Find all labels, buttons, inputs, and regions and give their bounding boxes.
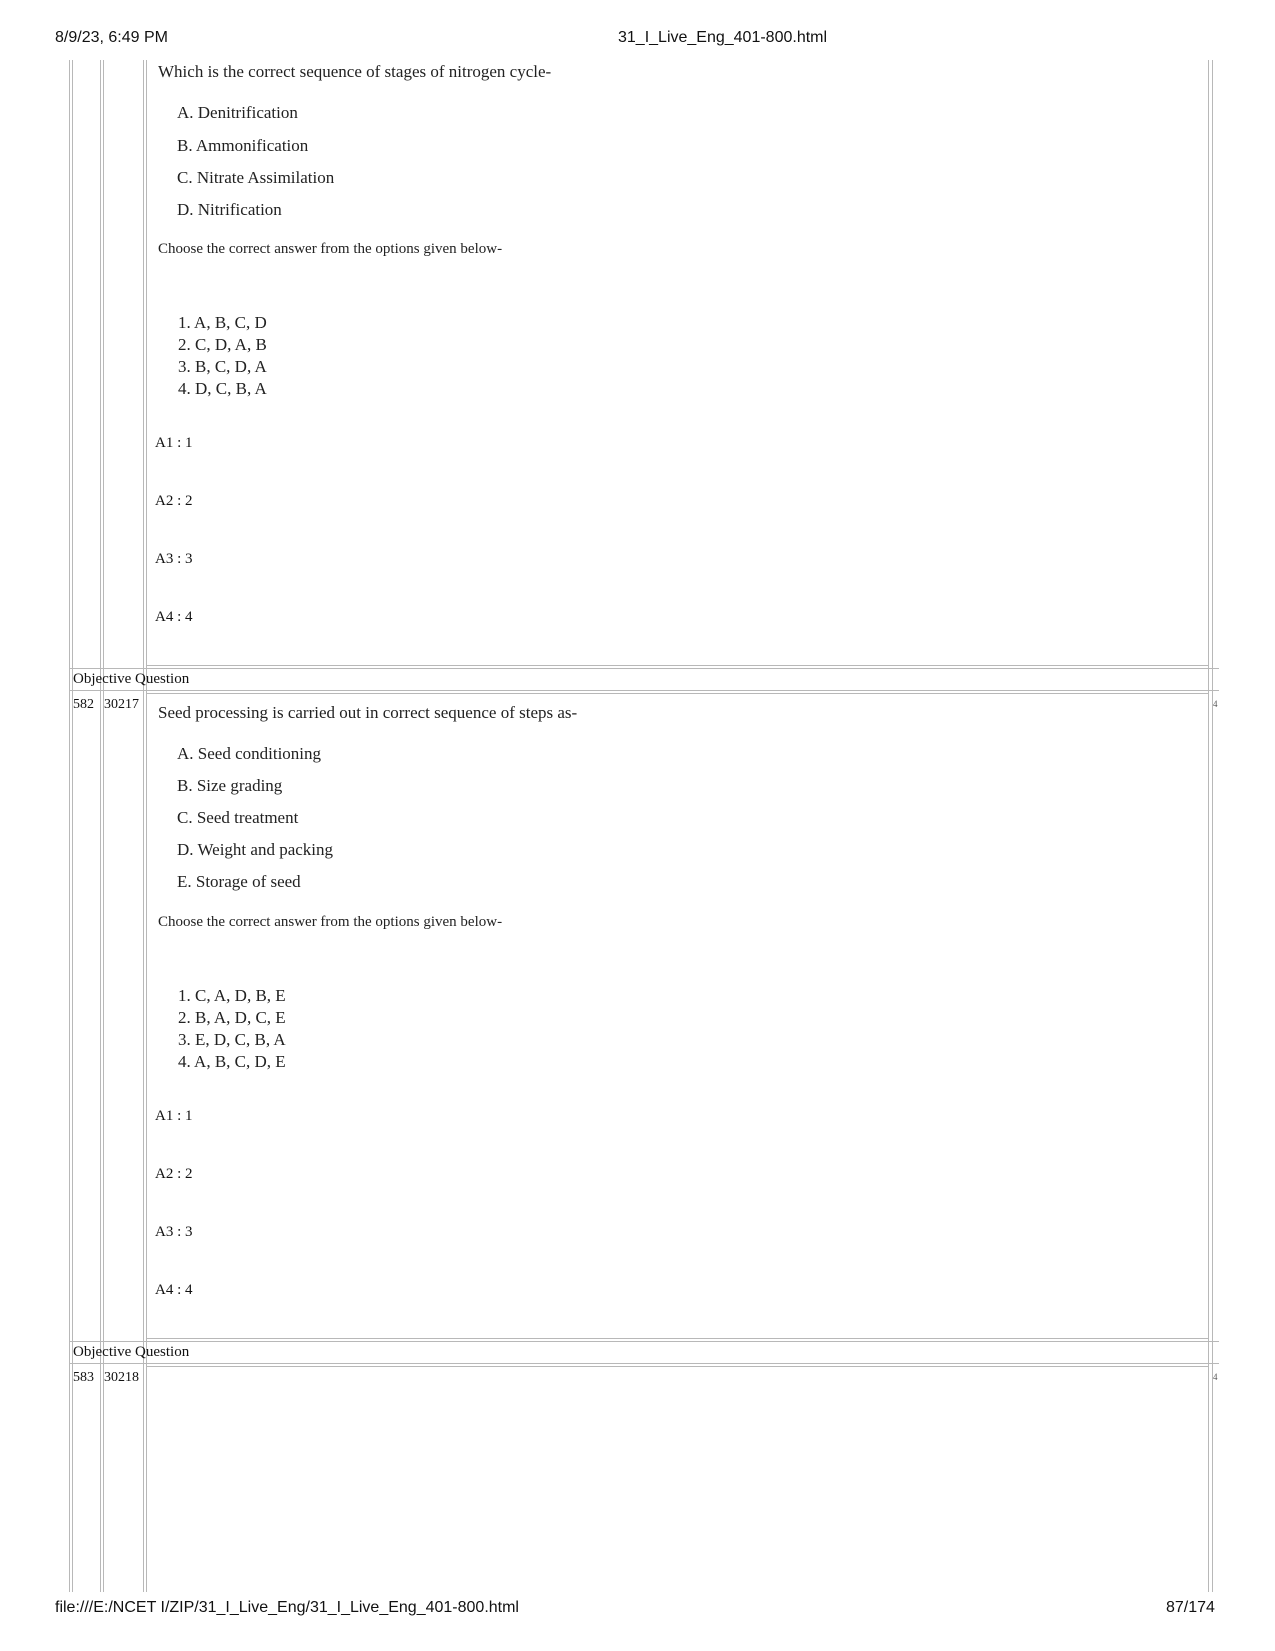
question-option: C. Seed treatment (177, 808, 299, 827)
answer-key: A4 : 4 (155, 1282, 193, 1298)
answer-key: A3 : 3 (155, 551, 193, 567)
question-option: D. Weight and packing (177, 840, 334, 859)
answer-choices-list (178, 312, 267, 400)
question-option: D. Nitrification (177, 200, 282, 219)
answer-choice: 3. E, D, C, B, A (178, 1030, 286, 1049)
row-divider-2 (69, 690, 1219, 691)
answer-key: A1 : 1 (155, 435, 193, 451)
edge-mark: 4 (1213, 1372, 1218, 1382)
edge-mark: 4 (1213, 699, 1218, 709)
question-option: E. Storage of seed (177, 872, 301, 891)
answer-key: A3 : 3 (155, 1224, 193, 1240)
row-divider-4 (69, 1363, 1219, 1364)
answer-key: A2 : 2 (155, 493, 193, 509)
row-divider-3b (69, 1341, 1219, 1342)
row-divider-2b (147, 693, 1208, 694)
instruction-text: Choose the correct answer from the options given below- (158, 914, 503, 930)
answer-choice: 1. A, B, C, D (178, 313, 267, 332)
question-option: A. Seed conditioning (177, 744, 322, 763)
section-label: Objective Question (73, 1344, 190, 1360)
question-option: A. Denitrification (177, 103, 298, 122)
answer-key: A1 : 1 (155, 1108, 193, 1124)
print-url: file:///E:/NCET I/ZIP/31_I_Live_Eng/31_I_Live_Eng_401-800.html (55, 1599, 519, 1616)
answer-choice: 4. A, B, C, D, E (178, 1052, 286, 1071)
question-serial: 583 (73, 1370, 94, 1385)
question-serial: 582 (73, 697, 94, 712)
question-id: 30218 (104, 1370, 139, 1385)
answer-choice: 2. C, D, A, B (178, 335, 267, 354)
instruction-text: Choose the correct answer from the options given below- (158, 241, 503, 257)
answer-choice: 1. C, A, D, B, E (178, 986, 286, 1005)
row-divider-1 (147, 665, 1208, 666)
section-label: Objective Question (73, 671, 190, 687)
question-option: B. Ammonification (177, 136, 309, 155)
question-text: Which is the correct sequence of stages of nitrogen cycle- (158, 62, 552, 81)
answer-choices-list (178, 985, 286, 1073)
page-number: 87/174 (1166, 1599, 1215, 1616)
answer-choice: 3. B, C, D, A (178, 357, 267, 376)
question-option: C. Nitrate Assimilation (177, 168, 335, 187)
print-title: 31_I_Live_Eng_401-800.html (618, 29, 828, 46)
print-datetime: 8/9/23, 6:49 PM (55, 29, 168, 46)
question-id: 30217 (104, 697, 139, 712)
answer-choice: 2. B, A, D, C, E (178, 1008, 286, 1027)
answer-choice: 4. D, C, B, A (178, 379, 267, 398)
row-divider-1b (69, 668, 1219, 669)
row-divider-4b (147, 1366, 1208, 1367)
question-option: B. Size grading (177, 776, 283, 795)
question-text: Seed processing is carried out in correct sequence of steps as- (158, 703, 578, 722)
answer-key: A2 : 2 (155, 1166, 193, 1182)
row-divider-3 (147, 1338, 1208, 1339)
answer-key: A4 : 4 (155, 609, 193, 625)
